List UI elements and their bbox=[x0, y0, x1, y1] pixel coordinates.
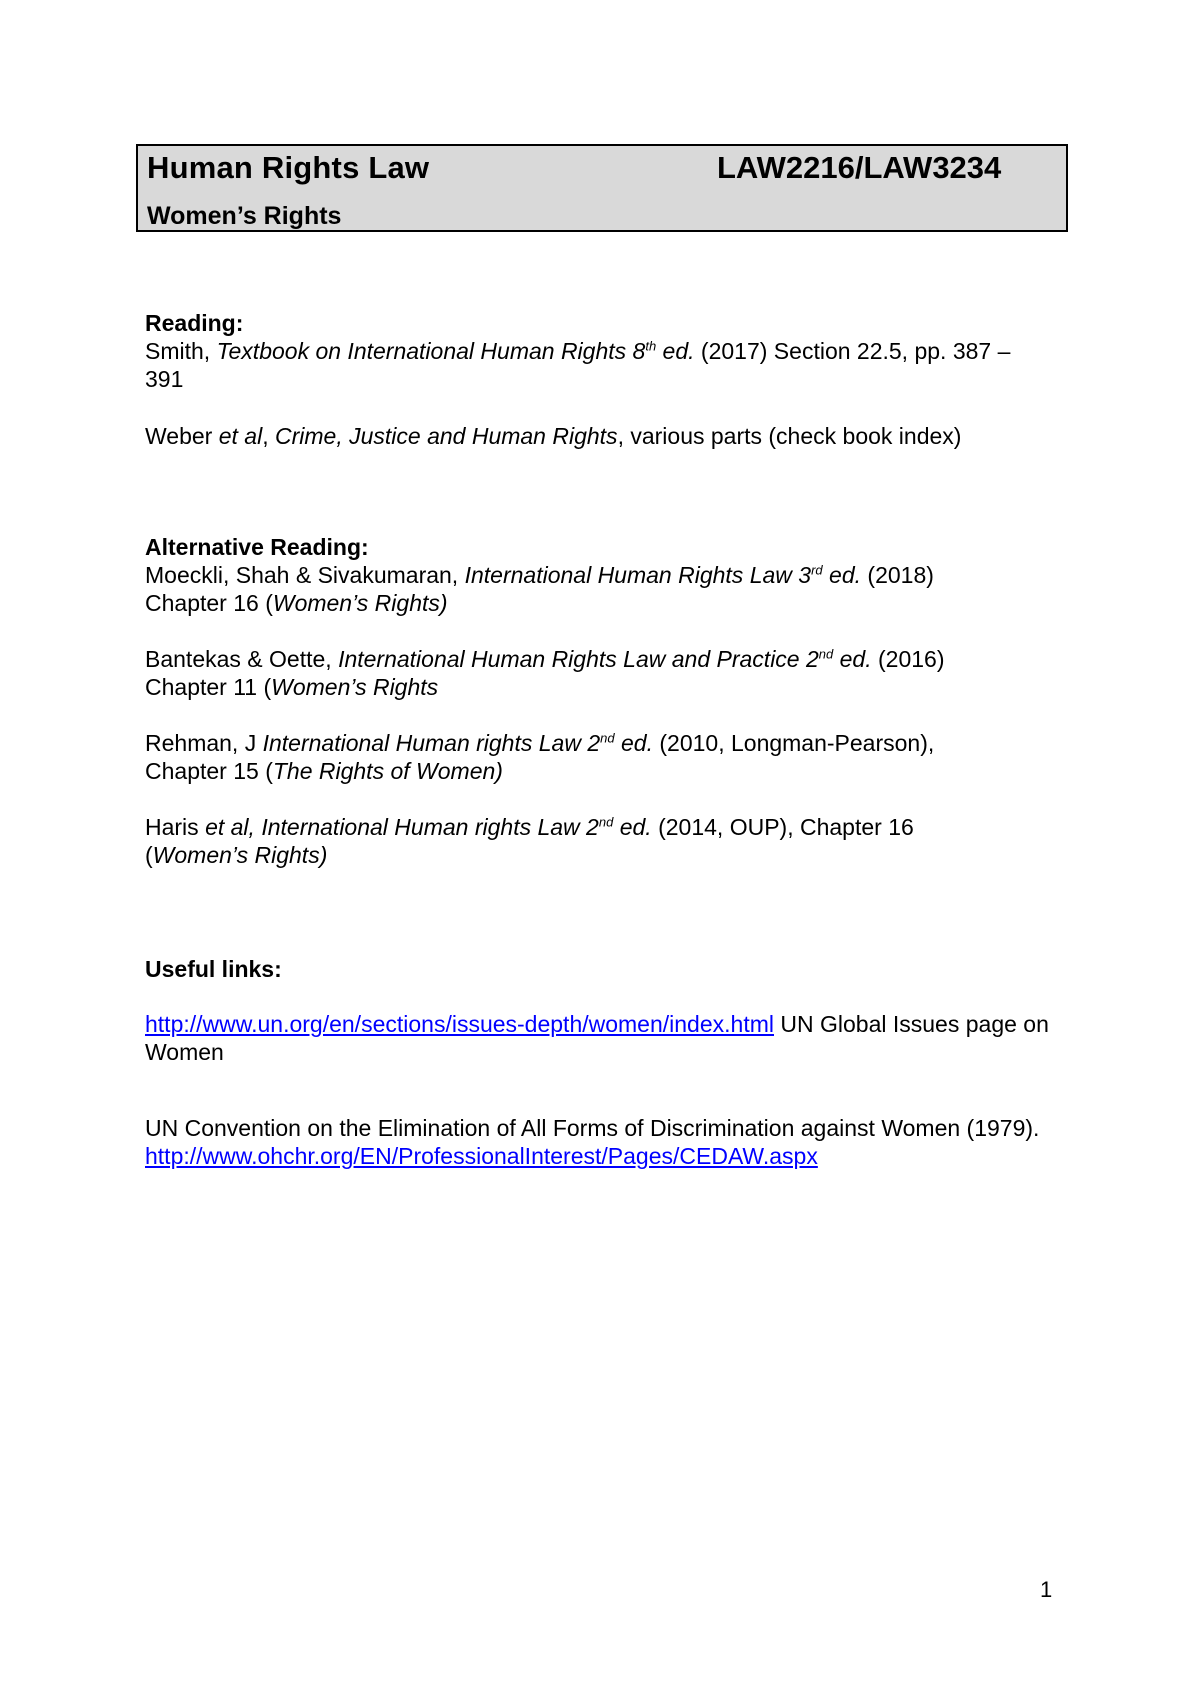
course-code: LAW2216/LAW3234 bbox=[717, 150, 1002, 185]
useful-link-un-women bbox=[145, 1010, 1055, 1066]
page-number: 1 bbox=[1040, 1577, 1053, 1602]
un-women-link-description: UN Global Issues page on Women bbox=[145, 1011, 1049, 1065]
alternative-reading-section bbox=[145, 533, 1055, 617]
cedaw-description: UN Convention on the Elimination of All Forms of Discrimination against Women (1979). bbox=[145, 1115, 1040, 1141]
alt-item-moeckli: Moeckli, Shah & Sivakumaran, International Human Rights Law 3rd ed. (2018) Chapter 16 (Women’s Rights) bbox=[145, 562, 934, 616]
alt-item-haris: Haris et al, International Human rights Law 2nd ed. (2014, OUP), Chapter 16 (Women’s Rights) bbox=[145, 814, 914, 868]
cedaw-link[interactable]: http://www.ohchr.org/EN/ProfessionalInterest/Pages/CEDAW.aspx bbox=[145, 1143, 818, 1169]
course-title: Human Rights Law bbox=[147, 150, 430, 185]
reading-section bbox=[145, 309, 1055, 393]
topic-title: Women’s Rights bbox=[147, 202, 342, 230]
reading-item-weber: Weber et al, Crime, Justice and Human Rights, various parts (check book index) bbox=[145, 423, 962, 449]
reading-item-smith: Smith, Textbook on International Human Rights 8th ed. (2017) Section 22.5, pp. 387 – 391 bbox=[145, 338, 1011, 392]
alt-item-bantekas: Bantekas & Oette, International Human Rights Law and Practice 2nd ed. (2016) Chapter 11 (Women’s Rights bbox=[145, 646, 945, 700]
useful-link-cedaw bbox=[145, 1114, 1055, 1170]
reading-heading: Reading: bbox=[145, 310, 244, 336]
useful-links-heading: Useful links: bbox=[145, 956, 282, 982]
alt-item-rehman: Rehman, J International Human rights Law 2nd ed. (2010, Longman-Pearson), Chapter 15 (The Rights of Women) bbox=[145, 730, 935, 784]
header-box bbox=[136, 144, 1068, 232]
alternative-reading-heading: Alternative Reading: bbox=[145, 534, 369, 560]
un-women-link[interactable]: http://www.un.org/en/sections/issues-depth/women/index.html bbox=[145, 1011, 774, 1037]
